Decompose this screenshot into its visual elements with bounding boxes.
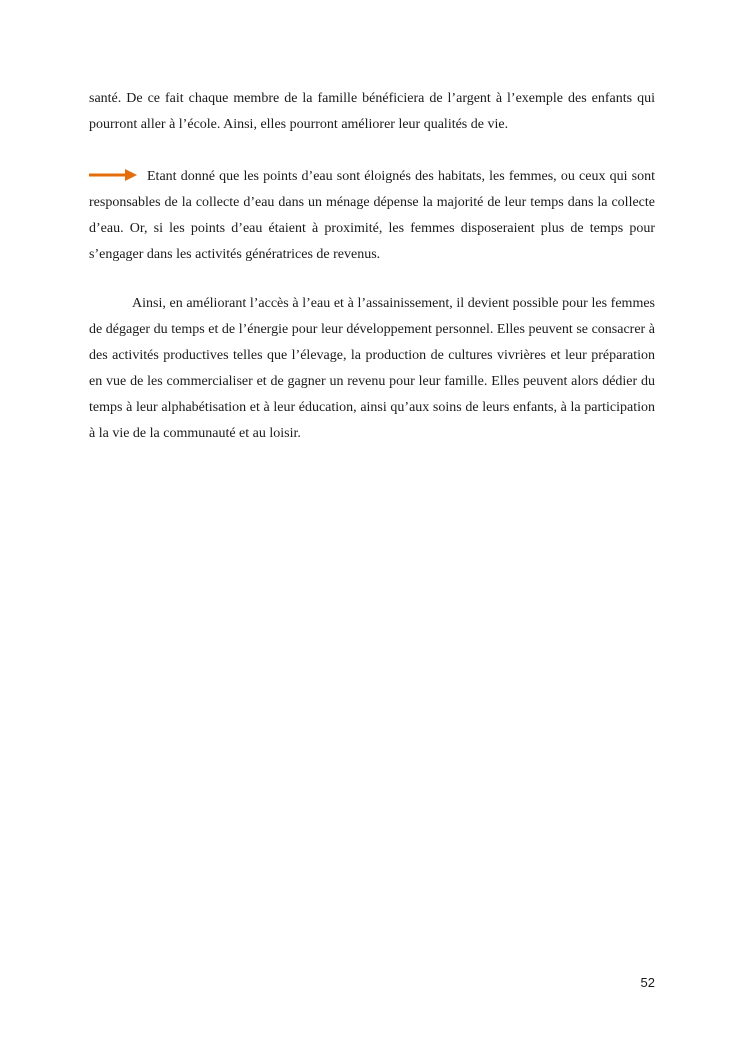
paragraph-3-text: Ainsi, en améliorant l’accès à l’eau et à l’assainissement, il devient possible pour les femmes de dégager du temps et de l’énergie pour leur développement personnel. Elles peuvent se consacrer à des activités productives telles que l’élevage, la production de cultures vivrières et leur préparation en vue de les commercialiser et de gagner un revenu pour leur famille. Elles peuvent alors dédier du temps à leur alphabétisation et à leur éducation, ainsi qu’aux soins de leurs enfants, à la participation à la vie de la communauté et au loisir.: [89, 296, 655, 441]
page-number: 52: [640, 975, 655, 990]
paragraph-2: [89, 164, 655, 268]
paragraph-1: [89, 86, 655, 138]
paragraph-3: [89, 291, 655, 447]
paragraph-1-text: santé. De ce fait chaque membre de la famille bénéficiera de l’argent à l’exemple des enfants qui pourront aller à l’école. Ainsi, elles pourront améliorer leur qualités de vie.: [89, 91, 655, 132]
paragraph-2-text: Etant donné que les points d’eau sont éloignés des habitats, les femmes, ou ceux qui sont responsables de la collecte d’eau dans un ménage dépense la majorité de leur temps dans la collecte d’eau. Or, si les points d’eau étaient à proximité, les femmes disposeraient plus de temps pour s’engager dans les activités génératrices de revenus.: [89, 169, 655, 262]
arrow-right-icon: [89, 169, 137, 181]
